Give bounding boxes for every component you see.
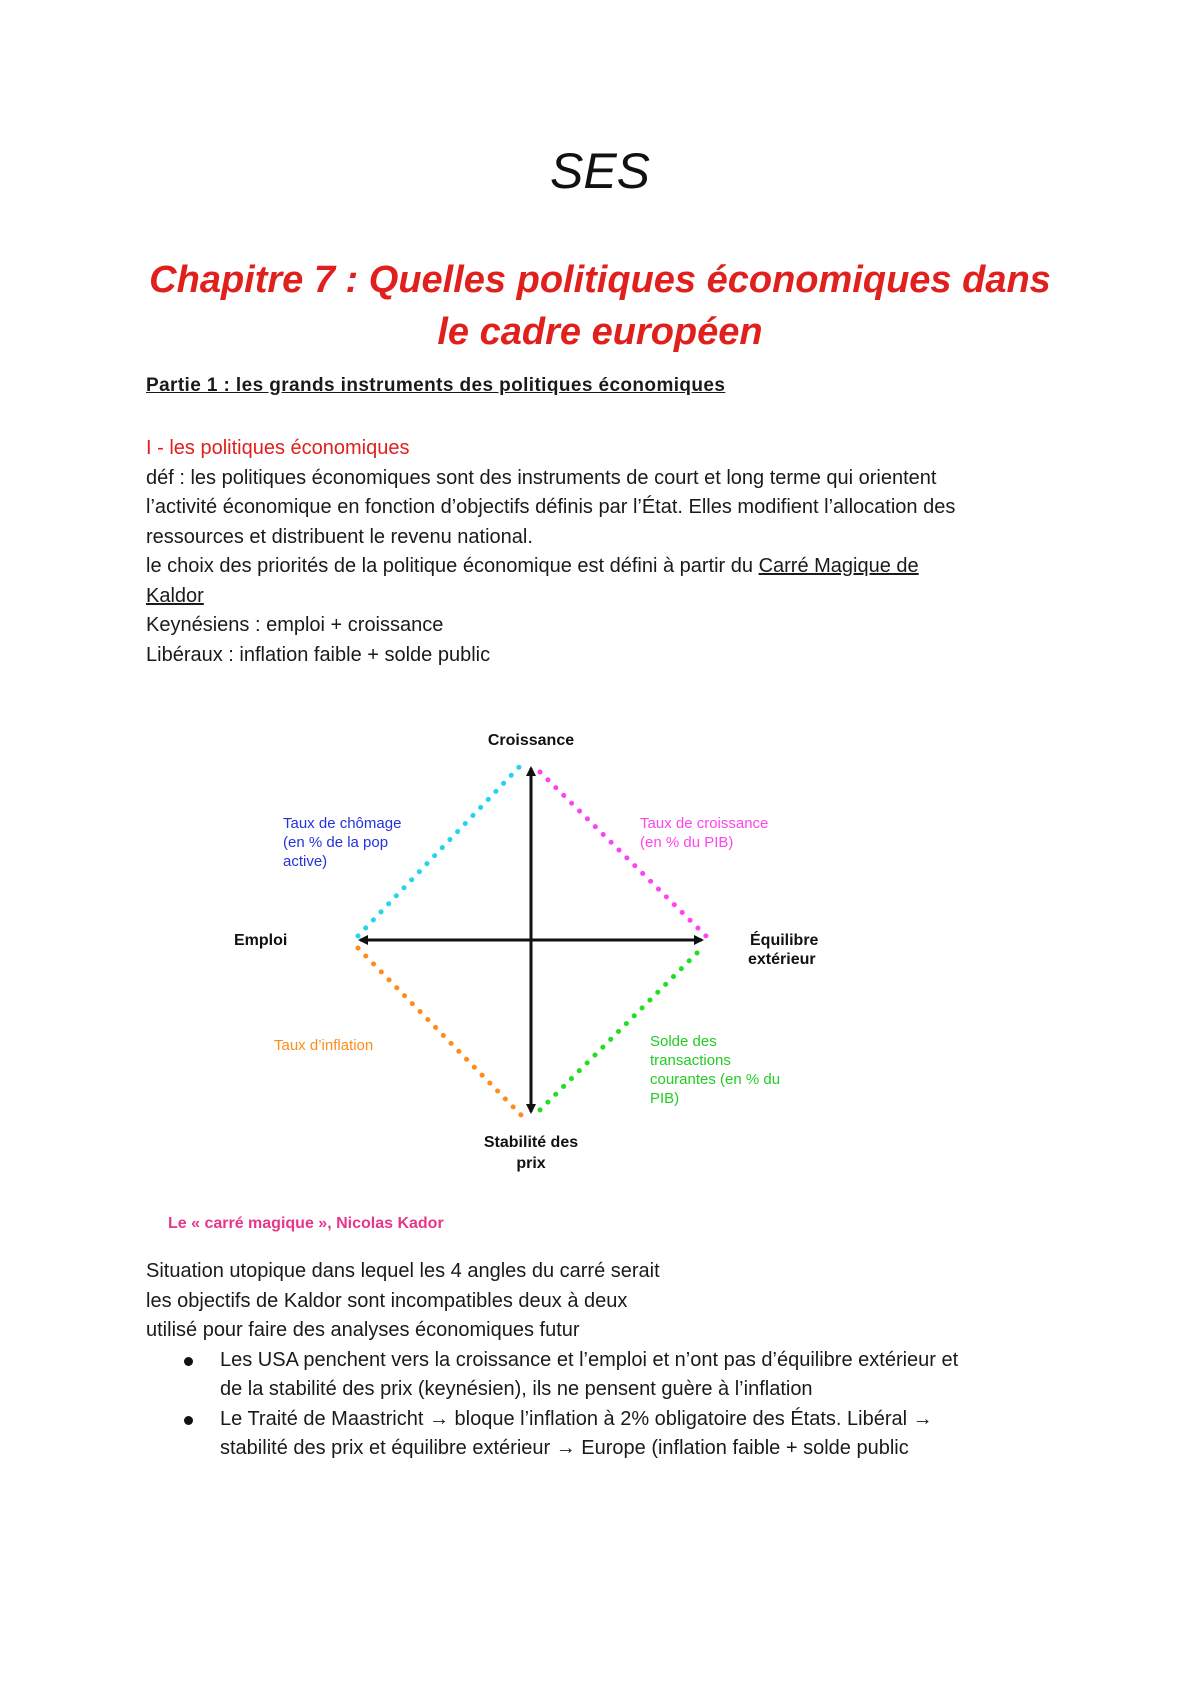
annotation-inflation: Taux d’inflation — [274, 1037, 374, 1054]
document-title: SES — [549, 143, 651, 199]
edge-croissance-equilibre — [540, 772, 706, 936]
liberaux-line: Libéraux : inflation faible + solde public — [146, 643, 491, 666]
annotation-solde-line4: PIB) — [650, 1090, 680, 1107]
annotation-solde-line1: Solde des — [650, 1033, 717, 1050]
list-item-line: Les USA penchent vers la croissance et l’emploi et n’ont pas d’équilibre extérieur et — [220, 1348, 959, 1371]
annotation-chomage-line2: (en % de la pop — [283, 834, 389, 851]
choix-text: le choix des priorités de la politique économique est défini à partir du — [146, 555, 759, 577]
label-stabilite-line1: Stabilité des — [483, 1134, 579, 1151]
list-item — [146, 1346, 1066, 1405]
chapter-title-line2: le cadre européen — [437, 311, 763, 353]
bullet-list — [146, 1346, 1066, 1464]
label-croissance: Croissance — [487, 732, 575, 749]
annotation-solde-line2: transactions — [650, 1052, 731, 1069]
diagram-caption: Le « carré magique », Nicolas Kador — [168, 1215, 444, 1232]
section-heading: I - les politiques économiques — [146, 437, 410, 459]
list-item — [146, 1405, 1066, 1464]
partie-heading: Partie 1 : les grands instruments des politiques économiques — [146, 375, 726, 396]
chapter-title — [100, 254, 1100, 358]
annotation-chomage-line3: active) — [283, 853, 328, 870]
bullet-icon — [184, 1357, 193, 1366]
choix-paragraph-cont — [146, 582, 1066, 612]
annotation-croissance-line2: (en % du PIB) — [640, 834, 734, 851]
definition-line: ressources et distribuent le revenu national. — [146, 525, 533, 548]
list-item-line: stabilité des prix et équilibre extérieur → Europe (inflation faible + solde public — [220, 1437, 909, 1459]
paragraph-line: Situation utopique dans lequel les 4 angles du carré serait — [146, 1260, 660, 1282]
edge-emploi-stabilite — [358, 948, 522, 1116]
keynesiens-line: Keynésiens : emploi + croissance — [146, 614, 444, 636]
label-equilibre-line1: Équilibre — [750, 932, 819, 949]
annotation-chomage-line1: Taux de chômage — [283, 815, 402, 832]
kaldor-link[interactable]: Kaldor — [146, 584, 204, 607]
label-equilibre-line2: extérieur — [748, 951, 816, 968]
annotation-solde-line3: courantes (en % du — [650, 1071, 781, 1088]
chapter-title-line1: Chapitre 7 : Quelles politiques économiques dans — [149, 259, 1051, 301]
paragraph-line: utilisé pour faire des analyses économiques futur — [146, 1319, 580, 1341]
section-1 — [146, 434, 1066, 670]
carre-magique-link[interactable]: Carré Magique de — [758, 555, 919, 577]
label-stabilite-line2: prix — [516, 1155, 546, 1172]
annotation-croissance-line1: Taux de croissance — [640, 815, 769, 832]
definition-line: l’activité économique en fonction d’objectifs définis par l’État. Elles modifient l’allocation des — [146, 496, 956, 518]
bullet-icon — [184, 1416, 193, 1425]
choix-paragraph — [146, 552, 1066, 582]
carre-magique-diagram — [0, 700, 1200, 1200]
list-item-line: Le Traité de Maastricht → bloque l’inflation à 2% obligatoire des États. Libéral → — [220, 1407, 933, 1430]
section-2 — [146, 1257, 1066, 1464]
list-item-line: de la stabilité des prix (keynésien), ils ne pensent guère à l’inflation — [220, 1378, 813, 1400]
paragraph-line: les objectifs de Kaldor sont incompatibles deux à deux — [146, 1289, 628, 1312]
definition-line: déf : les politiques économiques sont des instruments de court et long terme qui orientent — [146, 466, 937, 489]
label-emploi: Emploi — [234, 932, 288, 949]
